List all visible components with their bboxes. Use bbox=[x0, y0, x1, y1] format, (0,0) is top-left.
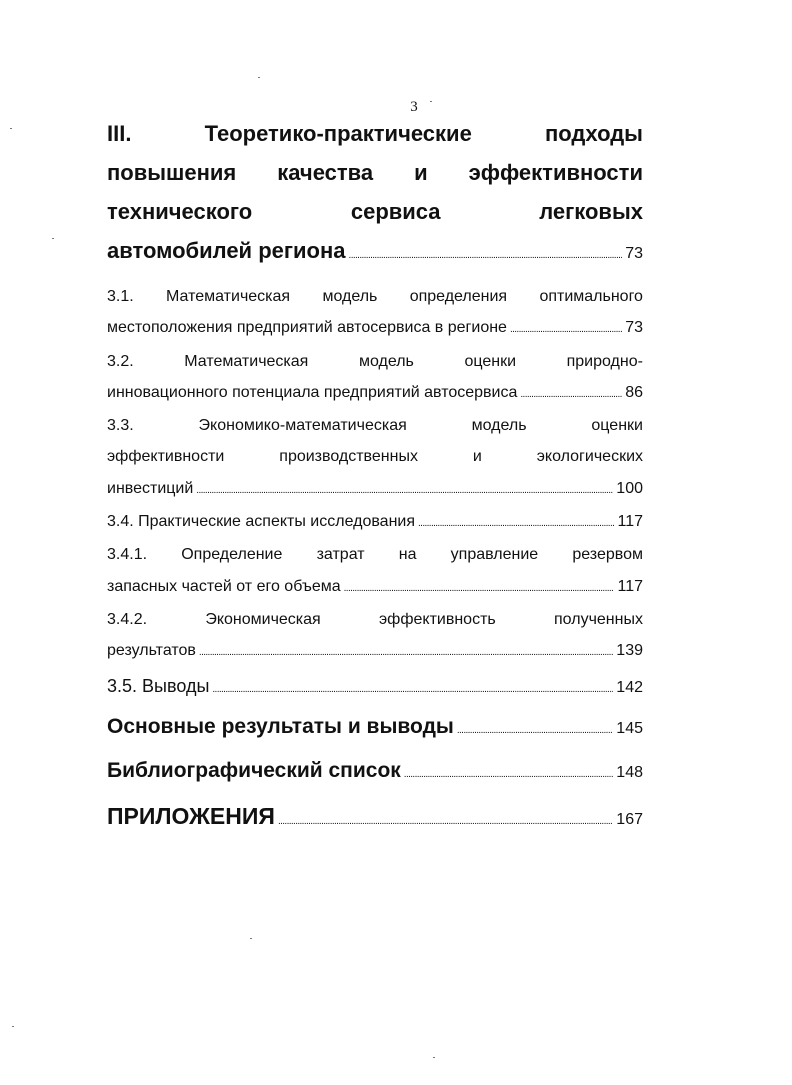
scan-speck bbox=[10, 128, 12, 129]
entry-word: производственных bbox=[279, 448, 418, 466]
entry-text: результатов bbox=[107, 642, 196, 660]
dot-leader bbox=[278, 795, 613, 843]
entry-line bbox=[107, 604, 643, 635]
entry-word: эффективности bbox=[107, 448, 225, 466]
entry-word: природно- bbox=[566, 352, 643, 370]
entry-line bbox=[107, 539, 643, 570]
dot-leader bbox=[349, 231, 623, 275]
entry-word: полученных bbox=[554, 610, 643, 628]
entry-text: инновационного потенциала предприятий автосервиса bbox=[107, 383, 518, 401]
entry-line bbox=[107, 635, 643, 668]
title-word: легковых bbox=[539, 199, 643, 224]
entry-text: 3.4. Практические аспекты исследования bbox=[107, 513, 416, 531]
entry-number: 3.4.1. bbox=[107, 546, 148, 564]
entry-word: Математическая bbox=[166, 288, 291, 305]
entry-line bbox=[107, 669, 643, 707]
entry-line bbox=[107, 571, 643, 604]
entry-word: модель bbox=[471, 417, 527, 435]
entry-line bbox=[107, 346, 643, 377]
entry-number: 3.1. bbox=[107, 288, 134, 305]
toc-entry-3-5[interactable] bbox=[107, 669, 643, 707]
title-word: эффективности bbox=[468, 160, 643, 185]
entry-word: определения bbox=[409, 288, 508, 305]
page-ref: 117 bbox=[617, 513, 643, 531]
chapter-title-line bbox=[107, 231, 643, 275]
entry-text: местоположения предприятий автосервиса в регионе bbox=[107, 319, 507, 337]
toc-entry-main-results[interactable] bbox=[107, 707, 643, 751]
entry-line bbox=[107, 441, 643, 472]
entry-word: Экономическая bbox=[205, 610, 321, 628]
entry-line bbox=[107, 506, 643, 539]
dot-leader bbox=[520, 377, 622, 410]
dot-leader bbox=[344, 571, 615, 604]
title-word: повышения bbox=[107, 160, 237, 185]
page-number: 3 bbox=[410, 99, 418, 115]
chapter-3-title[interactable] bbox=[107, 114, 643, 275]
toc-entry-3-4-1[interactable] bbox=[107, 539, 643, 604]
dot-leader bbox=[196, 473, 613, 506]
dot-leader bbox=[510, 312, 622, 345]
dot-leader bbox=[418, 506, 614, 539]
scan-speck bbox=[433, 1057, 435, 1058]
scan-speck bbox=[52, 238, 54, 239]
chapter-number: III. bbox=[107, 121, 132, 146]
title-word: технического bbox=[107, 199, 253, 224]
title-word: и bbox=[414, 160, 428, 185]
scan-speck bbox=[258, 77, 260, 78]
dot-leader bbox=[199, 635, 613, 668]
toc-entry-3-3[interactable] bbox=[107, 410, 643, 506]
entry-word: оценки bbox=[464, 352, 517, 370]
scan-speck bbox=[430, 101, 432, 102]
toc-entry-appendix[interactable] bbox=[107, 795, 643, 843]
entry-line bbox=[107, 795, 643, 843]
entry-number: 3.4.2. bbox=[107, 610, 148, 628]
entry-word: затрат bbox=[316, 546, 365, 564]
page-ref: 73 bbox=[625, 245, 643, 262]
page-ref: 167 bbox=[616, 810, 643, 828]
page-ref: 145 bbox=[616, 719, 643, 737]
entry-line bbox=[107, 751, 643, 795]
toc-entry-3-4[interactable] bbox=[107, 506, 643, 539]
dot-leader bbox=[404, 751, 614, 795]
table-of-contents bbox=[107, 114, 643, 843]
entry-text: 3.5. Выводы bbox=[107, 675, 210, 696]
entry-word: резервом bbox=[572, 546, 643, 564]
page-ref: 100 bbox=[616, 479, 643, 497]
dot-leader bbox=[457, 707, 613, 751]
page-ref: 86 bbox=[625, 383, 643, 401]
title-word: сервиса bbox=[350, 199, 441, 224]
dot-leader bbox=[212, 669, 613, 707]
chapter-title-line bbox=[107, 192, 643, 231]
toc-entry-bibliography[interactable] bbox=[107, 751, 643, 795]
title-word: подходы bbox=[544, 121, 643, 146]
entry-word: Экономико-математическая bbox=[198, 417, 407, 435]
entry-line bbox=[107, 410, 643, 441]
entry-line bbox=[107, 707, 643, 751]
entry-text: ПРИЛОЖЕНИЯ bbox=[107, 802, 275, 829]
chapter-title-line bbox=[107, 153, 643, 192]
page-ref: 117 bbox=[617, 577, 643, 595]
entry-text: Библиографический список bbox=[107, 758, 401, 782]
scan-speck bbox=[12, 1026, 14, 1027]
chapter-title-line bbox=[107, 114, 643, 153]
page-ref: 73 bbox=[625, 319, 643, 337]
title-word: автомобилей региона bbox=[107, 238, 346, 263]
entry-text: Основные результаты и выводы bbox=[107, 714, 454, 738]
scan-speck bbox=[250, 938, 252, 939]
page-ref: 142 bbox=[616, 678, 643, 696]
entry-line bbox=[107, 377, 643, 410]
entry-word: Определение bbox=[181, 546, 283, 564]
toc-entry-3-1[interactable] bbox=[107, 281, 643, 346]
entry-word: экологических bbox=[536, 448, 643, 466]
entry-line bbox=[107, 312, 643, 345]
entry-word: Математическая bbox=[184, 352, 309, 370]
entry-word: и bbox=[472, 448, 482, 466]
entry-word: оценки bbox=[591, 417, 643, 435]
title-word: качества bbox=[277, 160, 374, 185]
page-ref: 139 bbox=[616, 642, 643, 660]
entry-word: на bbox=[398, 546, 417, 564]
entry-text: запасных частей от его объема bbox=[107, 577, 341, 595]
entry-number: 3.2. bbox=[107, 352, 134, 370]
entry-word: эффективность bbox=[379, 610, 496, 628]
toc-entry-3-2[interactable] bbox=[107, 346, 643, 411]
entry-line bbox=[107, 281, 643, 312]
entry-text: инвестиций bbox=[107, 479, 194, 497]
entry-line bbox=[107, 473, 643, 506]
entry-word: модель bbox=[358, 352, 414, 370]
entry-word: модель bbox=[322, 288, 378, 305]
page-ref: 148 bbox=[616, 763, 643, 781]
title-word: Теоретико-практические bbox=[204, 121, 472, 146]
entry-word: оптимального bbox=[539, 288, 643, 305]
entry-number: 3.3. bbox=[107, 417, 134, 435]
entry-word: управление bbox=[450, 546, 539, 564]
toc-entry-3-4-2[interactable] bbox=[107, 604, 643, 669]
